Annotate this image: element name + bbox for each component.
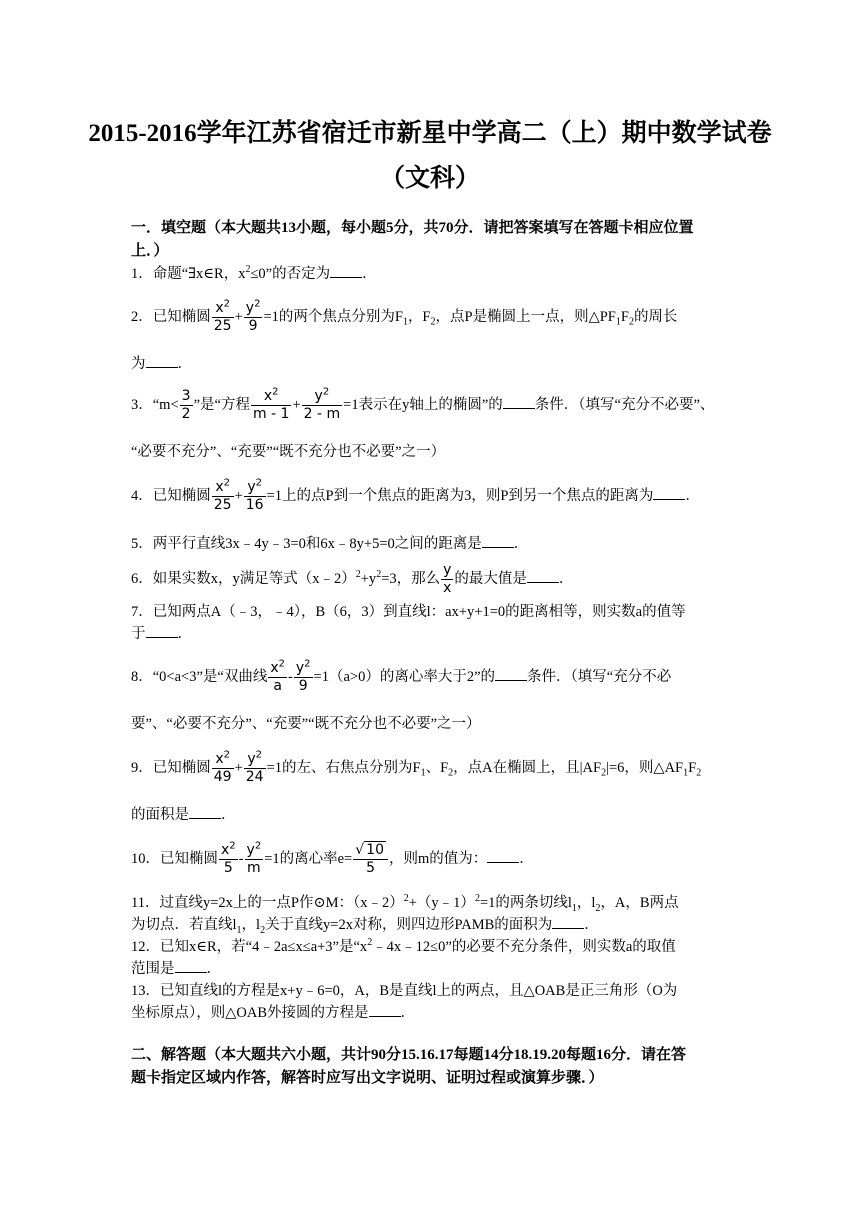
fraction: $\frac{x^2}{25}$ <box>213 477 232 513</box>
question-9: 9．已知椭圆 $\frac{x^2}{49}$ + $\frac{y^2}{24}$ =1的左、右焦点分别为$F_1$、$F_2$，点A在椭圆上，且$|AF_2|=6$，则$\triangle AF_1F_2$ <box>131 749 702 785</box>
question-11: 11．过直线y=2x上的一点P作⊙M：（x﹣2）$^2$+（y﹣1）$^2$=1的两条切线$l_1$，$l_2$，A，B两点 <box>131 893 679 914</box>
question-2: 2．已知椭圆 $\frac{x^2}{25}$ + $\frac{y^2}{9}$ =1的两个焦点分别为$F_1$，$F_2$，点P是椭圆上一点，则$\triangle PF_1F_2$的周长 <box>131 298 678 334</box>
question-6: 6．如果实数x，y满足等式$(x﹣2)^2+y^2=3$，那么 $\frac{y}{x}$ 的最大值是 ． <box>131 562 574 596</box>
fraction: $\frac{x^2}{25}$ <box>213 298 232 334</box>
answer-blank <box>482 535 514 548</box>
question-5: 5．两平行直线3x﹣4y﹣3=0和6x﹣8y+5=0之间的距离是 ． <box>131 536 529 552</box>
answer-blank <box>503 396 535 409</box>
answer-blank <box>527 570 559 583</box>
fraction: $\frac{x^2}{a}$ <box>270 658 286 694</box>
answer-blank <box>146 625 178 638</box>
question-13-cont: 坐标原点），则△OAB外接圆的方程是 ． <box>131 1005 416 1021</box>
answer-blank <box>189 806 221 819</box>
fraction: $\frac{y^2}{24}$ <box>245 749 264 785</box>
section-2-heading: 二、解答题（本大题共六小题，共计90分15.16.17每题14分18.19.20每题16分．请在答 题卡指定区域内作答，解答时应写出文字说明、证明过程或演算步骤．） <box>131 1047 687 1086</box>
question-13: 13．已知直线l的方程是x+y﹣6=0，A，B是直线l上的两点，且△OAB是正三角形（O为 <box>131 983 678 999</box>
question-1: 1．命题“∃x∈R，$x^2\le 0$”的否定为 ． <box>131 264 377 282</box>
answer-blank <box>146 355 178 368</box>
answer-blank <box>653 487 685 500</box>
fraction: $\frac{x^2}{m - 1}$ <box>252 386 290 422</box>
question-10: 10．已知椭圆 $\frac{x^2}{5}$ - $\frac{y^2}{m}$ =1的离心率e= $\frac{√ 10}{5}$ ，则m的值为： ． <box>131 840 534 876</box>
fraction: $\frac{√ 10}{5}$ <box>353 842 388 877</box>
question-2-cont: 为 ． <box>131 356 192 372</box>
fraction: $\frac{y^2}{m}$ <box>246 840 262 876</box>
fraction: $\frac{x^2}{49}$ <box>213 749 232 785</box>
question-4: 4．已知椭圆 $\frac{x^2}{25}$ + $\frac{y^2}{16}$ =1上的点P到一个焦点的距离为3，则P到另一个焦点的距离为 ． <box>131 477 700 513</box>
answer-blank <box>495 668 527 681</box>
answer-blank <box>369 1004 401 1017</box>
fraction: $\frac{3}{2}$ <box>181 388 191 422</box>
question-12-cont: 范围是 ． <box>131 961 221 977</box>
exam-title: 2015-2016学年江苏省宿迁市新星中学高二（上）期中数学试卷 <box>88 120 772 147</box>
question-12: 12．已知x∈R，若“4﹣2a≤x≤a+3”是“$x^2﹣4x﹣12\le 0$”的必要不充分条件，则实数a的取值 <box>131 937 676 955</box>
question-8-cont: 要”、“必要不充分”、“充要”“既不充分也不必要”之一） <box>131 716 481 732</box>
fraction: $\frac{y^2}{16}$ <box>245 477 264 513</box>
question-9-cont: 的面积是 ． <box>131 807 236 823</box>
question-8: 8．“0<a<3”是“双曲线 $\frac{x^2}{a}$ - $\frac{y^2}{9}$ =1（a>0）的离心率大于2”的 条件．（填写“充分不必 <box>131 658 672 694</box>
exam-subtitle: （文科） <box>379 165 480 192</box>
answer-blank <box>330 265 362 278</box>
answer-blank <box>487 850 519 863</box>
question-7: 7．已知两点A（﹣3，﹣4），B（6，3）到直线l：ax+y+1=0的距离相等，则实数a的值等 <box>131 604 686 620</box>
fraction: $\frac{y}{x}$ <box>443 562 452 596</box>
fraction: $\frac{y^2}{9}$ <box>295 658 311 694</box>
question-3: 3．“m< $\frac{3}{2}$ ”是“方程 $\frac{x^2}{m - 1}$ + $\frac{y^2}{2 - m}$ =1表示在y轴上的椭圆”的 条件．（填写“充分不必要”、 <box>131 386 715 422</box>
question-7-cont: 于 ． <box>131 626 192 642</box>
fraction: $\frac{x^2}{5}$ <box>221 840 236 876</box>
question-3-cont: “必要不充分”、“充要”“既不充分也不必要”之一） <box>131 444 446 460</box>
answer-blank <box>175 960 207 973</box>
answer-blank <box>552 916 584 929</box>
question-11-cont: 为切点．若直线$l_1$，$l_2$关于直线y=2x对称，则四边形PAMB的面积为 ． <box>131 917 599 936</box>
fraction: $\frac{y^2}{9}$ <box>245 298 261 334</box>
section-1-heading: 一．填空题（本大题共13小题，每小题5分，共70分．请把答案填写在答题卡相应位置 上．） <box>131 220 694 259</box>
fraction: $\frac{y^2}{2 - m}$ <box>303 386 341 422</box>
